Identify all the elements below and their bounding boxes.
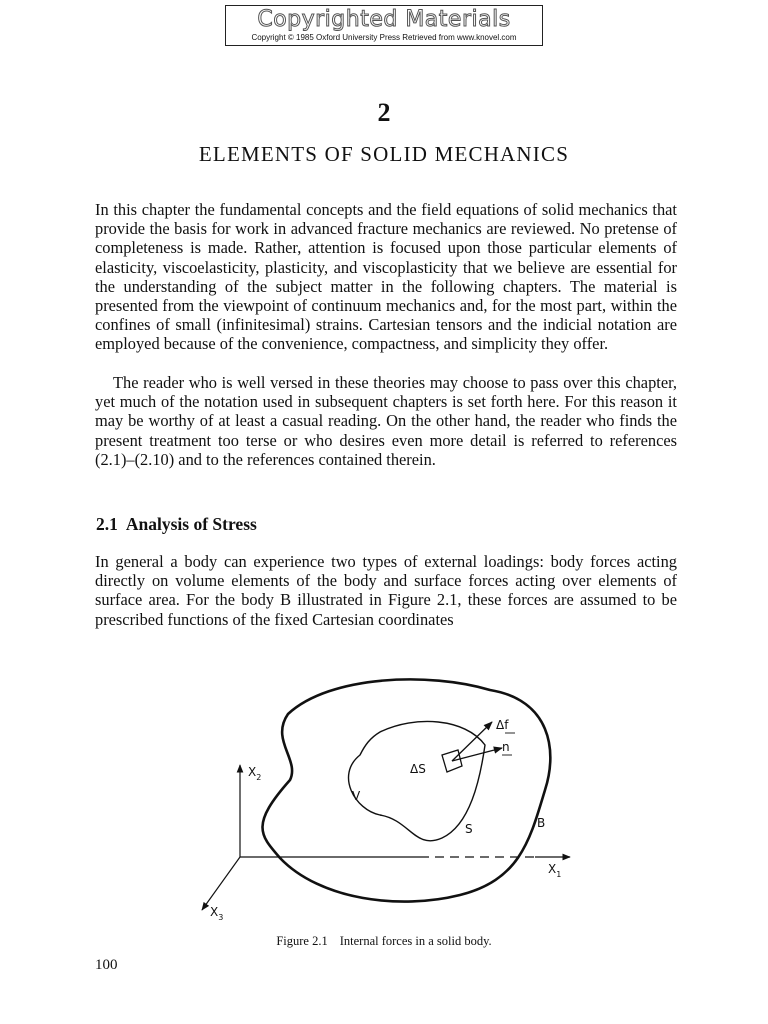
section-paragraph: In general a body can experience two types of external loadings: body forces acting directly on volume elements of the body and surface forces acting over elements of surface area. For the body B illustrated in Figure 2.1, these forces are assumed to be prescribed functions of the fixed Cartesian coordinates (95, 552, 677, 629)
intro-paragraph-1: In this chapter the fundamental concepts and the field equations of solid mechanics that provide the basis for work in advanced fracture mechanics are reviewed. No pretense of completeness is made. Rather, attention is focused upon those particular elements of elasticity, viscoelasticity, plasticity, and viscoplasticity that we believe are essential for the understanding of the subject matter in the following chapters. The material is presented from the viewpoint of continuum mechanics and, for the most part, within the confines of small (infinitesimal) strains. Cartesian tensors and the indicial notation are employed because of the convenience, compactness, and simplicity they offer. (95, 200, 677, 354)
x2-label: $X_2$ (248, 765, 262, 782)
chapter-number: 2 (377, 98, 391, 127)
x1-label: $X_1$ (548, 862, 562, 879)
x3-label: $X_3$ (210, 905, 224, 922)
delta-f-label: Δf (496, 718, 509, 732)
surface-label: S (465, 822, 473, 836)
body-outline (263, 679, 551, 901)
copyright-banner (225, 5, 543, 46)
x3-axis (202, 857, 240, 910)
figure-caption-label: Figure 2.1 (276, 934, 328, 948)
page-number: 100 (95, 957, 118, 973)
figure-caption (0, 934, 768, 949)
intro-paragraph-2: The reader who is well versed in these theories may choose to pass over this chapter, yet much of the notation used in subsequent chapters is set forth here. For this reason it may be worthy of at least a casual reading. On the other hand, the reader who finds the present treatment too terse or who desires even more detail is referred to references (2.1)–(2.10) and to the references contained therein. (95, 373, 677, 469)
stress-diagram (180, 660, 600, 935)
section-heading (96, 514, 257, 535)
banner-subtitle: Copyright © 1985 Oxford University Press Retrieved from www.knovel.com (251, 33, 517, 42)
normal-label: n (502, 740, 510, 754)
section-title: Analysis of Stress (125, 514, 257, 534)
banner-title: Copyrighted Materials (257, 7, 511, 32)
chapter-title: ELEMENTS OF SOLID MECHANICS (198, 142, 570, 166)
figure-2-1 (180, 660, 600, 935)
volume-label: V (352, 789, 361, 803)
section-number: 2.1 (96, 514, 118, 534)
figure-caption-text: Internal forces in a solid body. (339, 934, 492, 948)
delta-s-label: ΔS (410, 762, 426, 776)
body-label: B (537, 816, 546, 830)
